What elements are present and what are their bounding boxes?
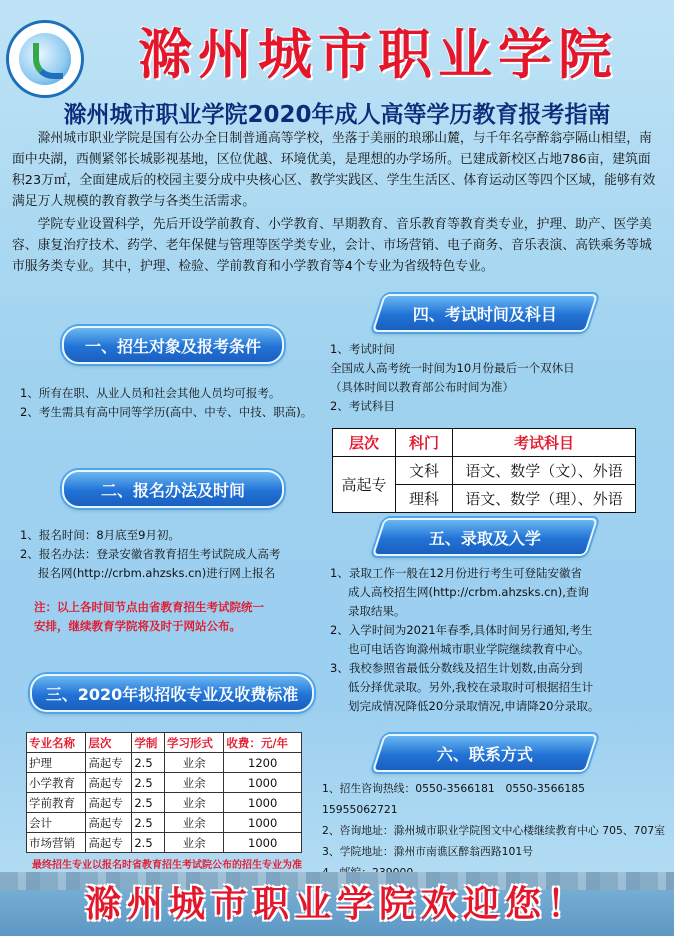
list-item: 1、所有在职、从业人员和社会其他人员均可报考。 bbox=[20, 386, 281, 400]
list-item: 1、录取工作一般在12月份进行考生可登陆安徽省 bbox=[330, 566, 582, 580]
exam-subjects-table bbox=[332, 428, 636, 513]
guide-title: 滁州城市职业学院2020年成人高等学历教育报考指南 bbox=[63, 102, 611, 128]
table-header-row: 专业名称 层次 学制 学习形式 收费：元/年 bbox=[27, 733, 302, 753]
fees-table bbox=[26, 732, 302, 853]
table-row: 会计 高起专 2.5 业余 1000 bbox=[27, 813, 302, 833]
contact-hotline: 1、招生咨询热线：0550-3566181 0550-3566185 15955062721 bbox=[322, 782, 596, 816]
list-item: 2、报名办法：登录安徽省教育招生考试院成人高考 bbox=[20, 547, 281, 561]
table-row: 小学教育 高起专 2.5 业余 1000 bbox=[27, 773, 302, 793]
section-5-list bbox=[330, 564, 666, 716]
list-item: 2、入学时间为2021年春季,具体时间另行通知,考生 bbox=[330, 623, 593, 637]
list-item: 2、考试科目 bbox=[330, 399, 395, 413]
list-item: 也可电话咨询滁州城市职业学院继续教育中心。 bbox=[348, 642, 590, 656]
section-2-note: 注：以上各时间节点由省教育招生考试院统一 安排，继续教育学院将及时于网站公布。 bbox=[34, 600, 264, 633]
section-4-banner: 四、考试时间及科目 bbox=[372, 294, 598, 332]
list-item: 录取结果。 bbox=[348, 604, 406, 618]
list-item: 1、报名时间：8月底至9月初。 bbox=[20, 528, 180, 542]
section-2-list bbox=[20, 526, 320, 583]
school-logo bbox=[6, 20, 84, 98]
table-row: 市场营销 高起专 2.5 业余 1000 bbox=[27, 833, 302, 853]
section-4-list bbox=[330, 340, 660, 416]
table-row: 理科 语文、数学（理）、外语 bbox=[333, 485, 636, 513]
table-row: 高起专 文科 语文、数学（文）、外语 bbox=[333, 457, 636, 485]
list-item: 全国成人高考统一时间为10月份最后一个双休日 bbox=[330, 361, 575, 375]
contact-address: 2、咨询地址：滁州城市职业学院图文中心楼继续教育中心 705、707室 bbox=[322, 824, 666, 837]
list-item: 2、考生需具有高中同等学历(高中、中专、中技、职高)。 bbox=[20, 405, 313, 419]
section-5-banner: 五、录取及入学 bbox=[372, 518, 598, 556]
list-item: （具体时间以教育部公布时间为准） bbox=[330, 380, 514, 394]
list-item: 报名网(http://crbm.ahzsks.cn)进行网上报名 bbox=[38, 566, 276, 580]
list-item: 3、我校参照省最低分数线及招生计划数,由高分到 bbox=[330, 661, 583, 675]
section-1-banner: 一、招生对象及报考条件 bbox=[62, 326, 284, 364]
intro-paragraph-2: 学院专业设置科学，先后开设学前教育、小学教育、早期教育、音乐教育等教育类专业，护理、助产、医学美容、康复治疗技术、药学、老年保健与管理等医学类专业，会计、市场营销、电子商务、音乐表演、高铁乘务等城市服务类专业。其中，护理、检验、学前教育和小学教育等4个专业为省级特色专业。 bbox=[12, 217, 652, 274]
section-6-banner: 六、联系方式 bbox=[372, 734, 598, 772]
list-item: 划完成情况降低20分录取情况,申请降20分录取。 bbox=[348, 699, 600, 713]
school-name: 滁州城市职业学院 bbox=[138, 22, 618, 86]
intro-paragraph-1: 滁州城市职业学院是国有公办全日制普通高等学校，坐落于美丽的琅琊山麓，与千年名亭醉翁亭隔山相望，南面中央湖，西侧紧邻长城影视基地，区位优越、环境优美，是理想的办学场所。已建成新校区占地786亩，建筑面积23万㎡，全面建成后的校园主要分成中央核心区、教学实践区、学生生活区、体育运动区等四个区域，能够有效满足万人规模的教育教学与各类生活需求。 bbox=[12, 131, 656, 209]
list-item: 成人高校招生网(http://crbm.ahzsks.cn),查询 bbox=[348, 585, 589, 599]
section-2-banner: 二、报名办法及时间 bbox=[62, 470, 284, 508]
list-item: 1、考试时间 bbox=[330, 342, 395, 356]
logo-emblem-icon bbox=[19, 33, 71, 85]
section-6-list bbox=[322, 778, 670, 883]
list-item: 低分择优录取。另外,我校在录取时可根据招生计 bbox=[348, 680, 594, 694]
intro-text bbox=[12, 128, 662, 279]
welcome-slogan: 滁州城市职业学院欢迎您！ bbox=[84, 883, 589, 925]
fees-note: 最终招生专业以报名时省教育招生考试院公布的招生专业为准 bbox=[32, 860, 302, 871]
table-header-row: 层次 科门 考试科目 bbox=[333, 429, 636, 457]
section-3-banner: 三、2020年拟招收专业及收费标准 bbox=[30, 674, 314, 712]
table-row: 学前教育 高起专 2.5 业余 1000 bbox=[27, 793, 302, 813]
table-row: 护理 高起专 2.5 业余 1200 bbox=[27, 753, 302, 773]
section-1-list bbox=[20, 384, 320, 422]
school-address: 3、学院地址：滁州市南谯区醉翁西路101号 bbox=[322, 845, 534, 858]
